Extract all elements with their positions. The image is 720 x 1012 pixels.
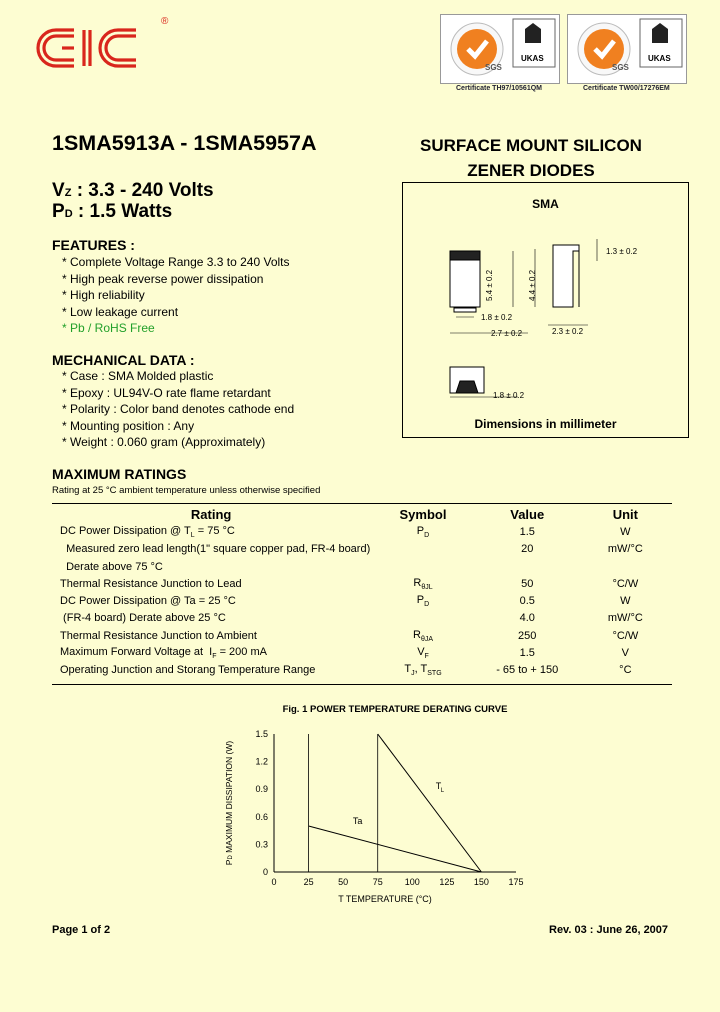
table-header-row	[52, 506, 672, 523]
table-row: Thermal Resistance Junction to Lead $R_{\theta JL}$ 50 °C/W	[60, 576, 639, 591]
x-tick-label: 50	[338, 877, 349, 887]
product-title-line2: ZENER DIODES	[467, 161, 595, 180]
table-row: Thermal Resistance Junction to Ambient $R_{\theta JA}$ 250 °C/W	[60, 628, 639, 643]
features-heading: FEATURES :	[52, 237, 135, 253]
list-item: * Polarity : Color band denotes cathode end	[62, 402, 295, 416]
certificate-2	[567, 14, 687, 84]
footer-page: Page 1 of 2	[52, 924, 111, 936]
y-tick-label: 0.3	[255, 839, 268, 850]
registered-mark: ®	[161, 16, 169, 27]
package-caption: Dimensions in millimeter	[474, 417, 617, 431]
table-row: Derate above 75 °C	[60, 560, 163, 573]
product-title-line1: SURFACE MOUNT SILICON	[420, 136, 642, 155]
list-item: * Mounting position : Any	[62, 418, 195, 433]
x-tick-label: 75	[372, 877, 383, 887]
y-tick-label: 0.6	[255, 811, 268, 822]
sgs-ukas-badge-icon	[568, 15, 686, 83]
certificate-caption-1: Certificate TH97/10561QM	[456, 85, 542, 92]
x-tick-label: 100	[404, 877, 420, 887]
series-line-t	[378, 734, 482, 872]
x-tick-label: 0	[271, 877, 277, 887]
list-item: * Complete Voltage Range 3.3 to 240 Volts	[62, 255, 290, 269]
header-rating: Rating	[190, 507, 232, 523]
spec-vz: VZ : 3.3 - 240 Volts	[52, 180, 214, 201]
features-list	[62, 254, 290, 337]
x-tick-label: 175	[508, 877, 524, 887]
header-symbol: Symbol	[399, 507, 447, 523]
dim-lead-len: 1.8 ± 0.2	[481, 313, 513, 322]
header-value: Value	[510, 507, 545, 523]
list-item: * High peak reverse power dissipation	[62, 271, 264, 286]
table-row: Measured zero lead length(1" square copper pad, FR-4 board) 20 mW/°C	[60, 543, 643, 556]
sgs-label: SGS	[485, 63, 502, 72]
dim-foot-width: 1.8 ± 0.2	[493, 391, 525, 400]
ratings-table	[52, 506, 672, 679]
certificate-caption-2: Certificate TW00/17276EM	[583, 85, 670, 92]
series-line-ta	[309, 826, 482, 872]
product-title	[396, 133, 666, 183]
x-axis-label: T TEMPERATURE (°C)	[338, 894, 432, 904]
package-title: SMA	[532, 197, 559, 211]
dim-side-width: 2.3 ± 0.2	[552, 327, 584, 336]
dim-body-width: 2.7 ± 0.2	[491, 329, 523, 338]
list-item: * Low leakage current	[62, 304, 179, 319]
dim-height-body: 5.4 ± 0.2	[485, 269, 494, 301]
x-tick-label: 25	[303, 877, 314, 887]
chart-title: Fig. 1 POWER TEMPERATURE DERATING CURVE	[282, 704, 508, 715]
list-item: * Case : SMA Molded plastic	[62, 369, 214, 383]
ratings-table-bottom-rule	[52, 684, 672, 685]
y-tick-label: 0.9	[255, 784, 268, 795]
sgs-label: SGS	[612, 63, 629, 72]
list-item: * Epoxy : UL94V-O rate flame retardant	[62, 385, 271, 400]
mechanical-heading: MECHANICAL DATA :	[52, 352, 195, 368]
part-number: 1SMA5913A - 1SMA5957A	[52, 131, 317, 155]
y-tick-label: 0	[262, 867, 268, 877]
ratings-table-top-rule	[52, 503, 672, 504]
eic-logo-graphic	[32, 24, 162, 70]
derating-chart	[210, 720, 540, 920]
package-diagram-box	[402, 182, 689, 438]
y-tick-label: 1.2	[255, 756, 268, 767]
package-outline-diagram	[403, 183, 688, 437]
y-axis-label: PD MAXIMUM DISSIPATION (W)	[224, 740, 234, 866]
table-row: Operating Junction and Storang Temperature Range $T_J$, $T_{STG}$ - 65 to + 150 °C	[60, 663, 632, 678]
table-row: DC Power Dissipation @ Ta = 25 °C $P_D$ 0.5 W	[60, 594, 631, 609]
series-label-ta: Ta	[352, 816, 363, 827]
footer-rev: Rev. 03 : June 26, 2007	[549, 924, 669, 936]
table-row: (FR-4 board) Derate above 25 °C 4.0 mW/°C	[60, 612, 643, 625]
ukas-label: UKAS	[648, 54, 671, 63]
table-row: Maximum Forward Voltage at $I_F = 200$ mA $V_F$ 1.5 V	[60, 645, 630, 661]
header-unit: Unit	[612, 507, 638, 523]
max-ratings-heading: MAXIMUM RATINGS	[52, 466, 187, 482]
x-tick-label: 150	[473, 877, 489, 887]
dim-lead-thickness: 1.3 ± 0.2	[606, 247, 638, 256]
list-item: * Weight : 0.060 gram (Approximately)	[62, 435, 266, 449]
table-row: DC Power Dissipation @ $T_L = 75$ °C $P_D$ 1.5 W	[60, 524, 631, 540]
max-ratings-note: Rating at 25 °C ambient temperature unless otherwise specified	[52, 485, 321, 496]
series-label-tl: T	[435, 781, 442, 792]
dim-height-inner: 4.4 ± 0.2	[528, 269, 537, 301]
eic-logo	[32, 16, 169, 70]
y-tick-label: 1.5	[255, 729, 268, 739]
mechanical-list	[62, 368, 294, 451]
list-item-rohs: * Pb / RoHS Free	[62, 321, 155, 335]
series-label-tl-sub: L	[440, 788, 445, 795]
ukas-label: UKAS	[521, 54, 544, 63]
x-tick-label: 125	[439, 877, 455, 887]
sgs-ukas-badge-icon	[441, 15, 559, 83]
spec-pd: PD : 1.5 Watts	[52, 201, 173, 222]
certificate-1	[440, 14, 560, 84]
list-item: * High reliability	[62, 288, 145, 302]
